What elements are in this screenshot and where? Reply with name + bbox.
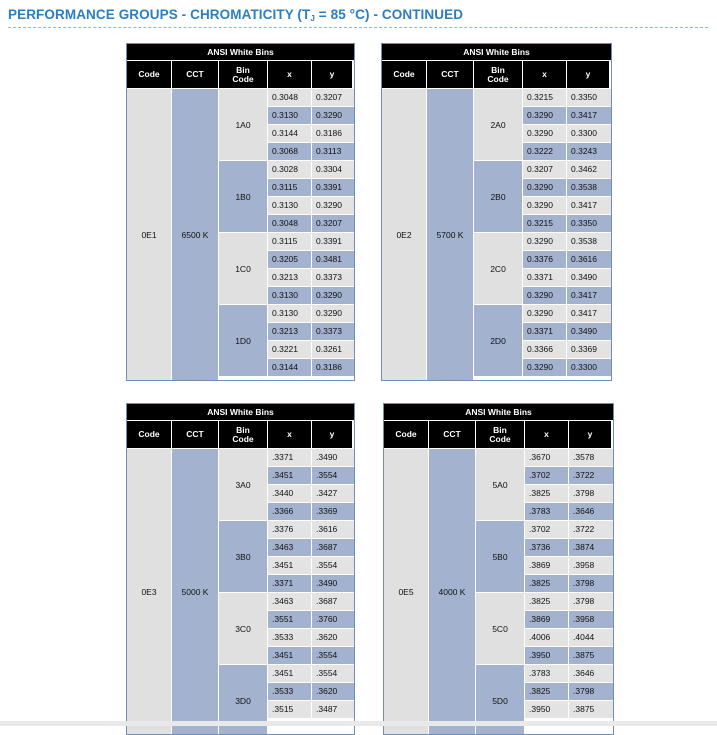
bin-code: 5B0 [476,521,524,592]
y-value: .3487 [312,701,354,718]
coordinate-rows [268,449,354,719]
y-value: .3554 [312,557,354,574]
table-row [268,161,354,179]
table-row [268,683,354,701]
header-code: Code [127,61,171,88]
x-value: .3670 [525,449,568,466]
bin-code: 2D0 [474,305,522,376]
x-value: 0.3222 [523,143,566,160]
bin-code: 5D0 [476,665,524,735]
table-row [268,125,354,143]
x-value: 0.3130 [268,197,311,214]
x-value: .3950 [525,701,568,718]
table-row [525,449,613,467]
table-row [525,647,613,665]
x-value: 0.3371 [523,269,566,286]
x-value: 0.3068 [268,143,311,160]
ansi-bin-table [381,43,612,381]
cct-value: 5000 K [172,449,218,734]
table-row [268,197,354,215]
x-value: .3463 [268,539,311,556]
coordinate-rows [268,89,354,377]
header-cct: CCT [429,421,475,448]
header-y: y [569,421,611,448]
table-row [523,125,611,143]
y-value: 0.3490 [567,269,611,286]
bin-code: 3A0 [219,449,267,520]
x-value: 0.3215 [523,215,566,232]
table-row [268,539,354,557]
table-row [268,557,354,575]
table-row [268,179,354,197]
y-value: 0.3290 [312,305,354,322]
x-value: 0.3215 [523,89,566,106]
y-value: .3554 [312,665,354,682]
y-value: 0.3417 [567,197,611,214]
group-code: 0E3 [127,449,171,734]
x-value: .3825 [525,575,568,592]
y-value: .3874 [569,539,613,556]
y-value: .3620 [312,683,354,700]
x-value: 0.3290 [523,305,566,322]
x-value: 0.3130 [268,287,311,304]
table-row [523,215,611,233]
table-row [523,233,611,251]
header-bin-code: Bin Code [219,421,267,448]
y-value: 0.3616 [567,251,611,268]
x-value: .3950 [525,647,568,664]
x-value: .3371 [268,575,311,592]
table-row [525,521,613,539]
x-value: 0.3290 [523,125,566,142]
page-title [8,7,463,23]
header-x: x [523,61,566,88]
coordinate-rows [523,89,611,377]
y-value: 0.3369 [567,341,611,358]
y-value: .3616 [312,521,354,538]
header-cct: CCT [172,421,218,448]
y-value: 0.3350 [567,215,611,232]
ansi-bin-table [126,403,355,735]
table-row [523,89,611,107]
header-cct: CCT [427,61,473,88]
header-y: y [567,61,609,88]
x-value: .3825 [525,593,568,610]
table-row [268,593,354,611]
x-value: .3869 [525,557,568,574]
y-value: .3958 [569,557,613,574]
table-caption: ANSI White Bins [127,44,354,60]
x-value: .3533 [268,683,311,700]
group-code: 0E1 [127,89,171,380]
y-value: 0.3186 [312,359,354,376]
x-value: .3451 [268,557,311,574]
y-value: .3646 [569,665,613,682]
y-value: 0.3490 [567,323,611,340]
table-row [523,251,611,269]
x-value: .3463 [268,593,311,610]
y-value: .3798 [569,593,613,610]
x-value: .4006 [525,629,568,646]
cct-value: 4000 K [429,449,475,734]
x-value: .3702 [525,521,568,538]
x-value: .3451 [268,647,311,664]
bin-code: 2A0 [474,89,522,160]
y-value: 0.3207 [312,89,354,106]
table-row [268,485,354,503]
ansi-bin-table [383,403,614,735]
table-row [523,359,611,377]
x-value: 0.3130 [268,107,311,124]
table-row [268,251,354,269]
table-row [268,341,354,359]
table-row [525,485,613,503]
x-value: 0.3130 [268,305,311,322]
table-row [525,611,613,629]
title-suffix: = 85 °C) - CONTINUED [314,7,464,22]
bin-code: 5C0 [476,593,524,664]
footer-bar [0,721,717,726]
y-value: .3875 [569,647,613,664]
table-row [268,449,354,467]
x-value: .3451 [268,467,311,484]
y-value: 0.3391 [312,233,354,250]
table-row [268,467,354,485]
table-row [268,665,354,683]
x-value: .3825 [525,485,568,502]
bin-code: 5A0 [476,449,524,520]
y-value: .3369 [312,503,354,520]
x-value: 0.3028 [268,161,311,178]
y-value: 0.3290 [312,197,354,214]
table-row [268,215,354,233]
table-row [268,611,354,629]
table-row [523,287,611,305]
y-value: 0.3481 [312,251,354,268]
table-row [525,557,613,575]
y-value: .3620 [312,629,354,646]
y-value: 0.3290 [312,107,354,124]
x-value: .3783 [525,665,568,682]
x-value: 0.3290 [523,197,566,214]
y-value: 0.3462 [567,161,611,178]
y-value: .3875 [569,701,613,718]
x-value: 0.3371 [523,323,566,340]
table-row [523,143,611,161]
table-row [523,323,611,341]
y-value: .3798 [569,683,613,700]
header-bin-code: Bin Code [474,61,522,88]
y-value: .4044 [569,629,613,646]
bin-code: 1C0 [219,233,267,304]
x-value: 0.3290 [523,287,566,304]
table-row [525,539,613,557]
table-row [268,575,354,593]
table-row [525,683,613,701]
table-row [523,269,611,287]
x-value: 0.3213 [268,323,311,340]
bin-code: 3D0 [219,665,267,735]
x-value: .3440 [268,485,311,502]
y-value: 0.3300 [567,125,611,142]
x-value: 0.3048 [268,89,311,106]
y-value: .3490 [312,449,354,466]
table-row [523,107,611,125]
header-y: y [312,61,352,88]
y-value: .3646 [569,503,613,520]
bin-code: 1B0 [219,161,267,232]
header-x: x [268,421,311,448]
cct-value: 5700 K [427,89,473,380]
x-value: .3702 [525,467,568,484]
table-row [523,305,611,323]
x-value: 0.3048 [268,215,311,232]
x-value: 0.3290 [523,107,566,124]
x-value: .3736 [525,539,568,556]
x-value: .3533 [268,629,311,646]
x-value: 0.3207 [523,161,566,178]
x-value: .3551 [268,611,311,628]
y-value: .3554 [312,467,354,484]
y-value: 0.3391 [312,179,354,196]
x-value: .3869 [525,611,568,628]
table-row [268,287,354,305]
header-row [382,61,611,88]
table-row [268,305,354,323]
table-row [525,593,613,611]
table-caption: ANSI White Bins [382,44,611,60]
y-value: 0.3186 [312,125,354,142]
table-row [268,359,354,377]
header-row [127,61,354,88]
table-row [525,575,613,593]
x-value: 0.3115 [268,179,311,196]
y-value: .3722 [569,521,613,538]
table-row [268,143,354,161]
bin-code: 2C0 [474,233,522,304]
y-value: 0.3538 [567,233,611,250]
y-value: 0.3538 [567,179,611,196]
y-value: 0.3373 [312,269,354,286]
table-row [268,629,354,647]
coordinate-rows [525,449,613,719]
bin-code: 1D0 [219,305,267,376]
table-row [523,341,611,359]
table-row [268,89,354,107]
x-value: .3825 [525,683,568,700]
y-value: 0.3350 [567,89,611,106]
y-value: .3958 [569,611,613,628]
table-row [268,521,354,539]
x-value: 0.3221 [268,341,311,358]
table-row [523,161,611,179]
y-value: 0.3417 [567,107,611,124]
x-value: 0.3290 [523,359,566,376]
y-value: 0.3261 [312,341,354,358]
table-row [268,323,354,341]
table-row [268,107,354,125]
y-value: 0.3304 [312,161,354,178]
y-value: 0.3243 [567,143,611,160]
group-code: 0E2 [382,89,426,380]
header-cct: CCT [172,61,218,88]
bin-code: 3C0 [219,593,267,664]
header-code: Code [382,61,426,88]
table-row [268,701,354,719]
header-bin-code: Bin Code [219,61,267,88]
y-value: 0.3417 [567,287,611,304]
bin-code: 1A0 [219,89,267,160]
y-value: 0.3113 [312,143,354,160]
x-value: 0.3144 [268,125,311,142]
table-row [268,647,354,665]
title-subscript: J [310,14,315,23]
table-row [525,665,613,683]
header-row [127,421,354,448]
header-code: Code [384,421,428,448]
y-value: .3687 [312,593,354,610]
bin-code: 2B0 [474,161,522,232]
x-value: .3371 [268,449,311,466]
title-prefix: PERFORMANCE GROUPS - CHROMATICITY (T [8,7,311,22]
y-value: .3427 [312,485,354,502]
y-value: 0.3373 [312,323,354,340]
x-value: .3451 [268,665,311,682]
y-value: .3722 [569,467,613,484]
x-value: 0.3290 [523,233,566,250]
y-value: .3760 [312,611,354,628]
x-value: 0.3144 [268,359,311,376]
table-caption: ANSI White Bins [384,404,613,420]
y-value: 0.3207 [312,215,354,232]
header-bin-code: Bin Code [476,421,524,448]
cct-value: 6500 K [172,89,218,380]
y-value: 0.3300 [567,359,611,376]
x-value: .3783 [525,503,568,520]
x-value: .3376 [268,521,311,538]
y-value: .3490 [312,575,354,592]
table-row [268,269,354,287]
y-value: .3687 [312,539,354,556]
x-value: 0.3290 [523,179,566,196]
x-value: 0.3376 [523,251,566,268]
x-value: 0.3366 [523,341,566,358]
y-value: .3798 [569,575,613,592]
x-value: 0.3213 [268,269,311,286]
header-x: x [268,61,311,88]
bin-code: 3B0 [219,521,267,592]
header-x: x [525,421,568,448]
y-value: .3798 [569,485,613,502]
y-value: .3554 [312,647,354,664]
header-code: Code [127,421,171,448]
table-row [525,467,613,485]
ansi-bin-table [126,43,355,381]
table-row [525,629,613,647]
table-caption: ANSI White Bins [127,404,354,420]
table-row [268,233,354,251]
x-value: .3515 [268,701,311,718]
table-row [525,701,613,719]
header-row [384,421,613,448]
x-value: 0.3115 [268,233,311,250]
x-value: .3366 [268,503,311,520]
group-code: 0E5 [384,449,428,734]
x-value: 0.3205 [268,251,311,268]
table-row [525,503,613,521]
table-row [268,503,354,521]
header-divider [8,27,708,28]
header-y: y [312,421,352,448]
y-value: .3578 [569,449,613,466]
table-row [523,179,611,197]
table-row [523,197,611,215]
y-value: 0.3290 [312,287,354,304]
y-value: 0.3417 [567,305,611,322]
